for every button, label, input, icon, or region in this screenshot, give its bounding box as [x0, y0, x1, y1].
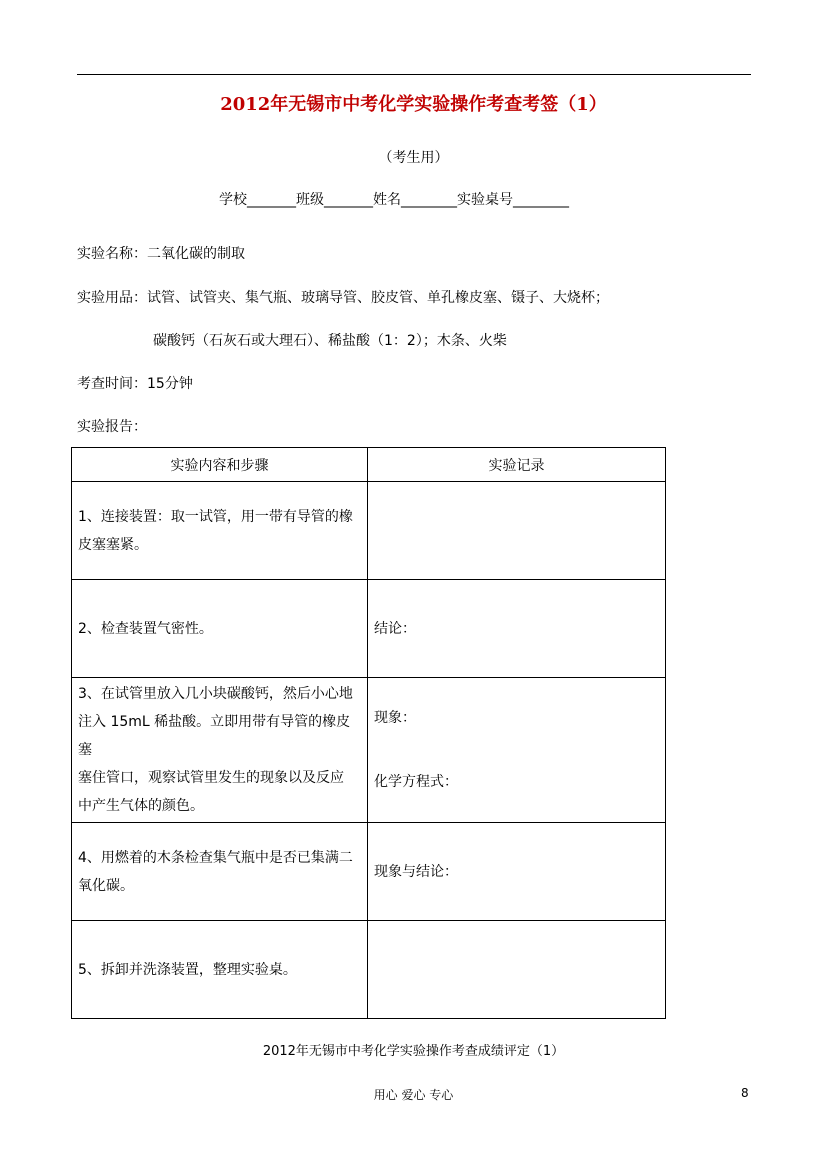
- step-cell: [72, 823, 368, 921]
- step-text: 塞住管口，观察试管里发生的现象以及反应: [78, 770, 344, 786]
- record-label: 化学方程式：: [374, 774, 458, 790]
- record-cell[interactable]: [368, 678, 666, 823]
- table-row: [72, 823, 666, 921]
- step-text: 1、连接装置：取一试管，用一带有导管的橡: [78, 508, 353, 525]
- record-cell[interactable]: [368, 580, 666, 678]
- table-header-row: [72, 448, 666, 482]
- student-info-line: 学校_______班级_______姓名________实验桌号________: [219, 192, 569, 208]
- page-title: 2012年无锡市中考化学实验操作考查考签（1）: [220, 94, 607, 115]
- experiment-supplies-continued: 碳酸钙（石灰石或大理石）、稀盐酸（1：2）；木条、火柴: [153, 333, 507, 349]
- step-text: 皮塞塞紧。: [78, 536, 148, 553]
- step-cell: [72, 678, 368, 823]
- page-subtitle: （考生用）: [378, 150, 449, 166]
- step-text: 3、在试管里放入几小块碳酸钙，然后小心地: [78, 686, 353, 702]
- result-title: 2012年无锡市中考化学实验操作考查成绩评定（1）: [262, 1044, 565, 1059]
- record-label: 结论：: [374, 620, 416, 637]
- experiment-supplies: 实验用品：试管、试管夹、集气瓶、玻璃导管、胶皮管、单孔橡皮塞、镊子、大烧杯；: [77, 290, 609, 306]
- record-label: 现象与结论：: [374, 863, 458, 880]
- header-steps: 实验内容和步骤: [72, 448, 368, 482]
- table-row: [72, 921, 666, 1019]
- step-cell: [72, 580, 368, 678]
- step-text: 氧化碳。: [78, 877, 134, 894]
- exam-time: 考查时间：15分钟: [77, 376, 193, 392]
- page-number: 8: [741, 1086, 749, 1100]
- report-table: [71, 447, 666, 1019]
- record-label: 现象：: [374, 710, 416, 726]
- step-cell: [72, 921, 368, 1019]
- step-text: 5、拆卸并洗涤装置，整理实验桌。: [78, 961, 297, 978]
- table-row: [72, 678, 666, 823]
- report-label: 实验报告：: [77, 419, 147, 435]
- step-text: 中产生气体的颜色。: [78, 798, 204, 814]
- record-cell[interactable]: [368, 823, 666, 921]
- step-text: 4、用燃着的木条检查集气瓶中是否已集满二: [78, 849, 353, 866]
- table-row: [72, 482, 666, 580]
- table-row: [72, 580, 666, 678]
- header-record: 实验记录: [368, 448, 666, 482]
- experiment-name: 实验名称：二氧化碳的制取: [77, 246, 245, 262]
- step-cell: [72, 482, 368, 580]
- step-text: 2、检查装置气密性。: [78, 620, 213, 637]
- record-cell[interactable]: [368, 921, 666, 1019]
- header-rule: [77, 74, 751, 75]
- record-cell[interactable]: [368, 482, 666, 580]
- footer-motto: 用心 爱心 专心: [373, 1088, 454, 1102]
- step-text: 注入 15mL 稀盐酸。立即用带有导管的橡皮塞: [78, 714, 351, 758]
